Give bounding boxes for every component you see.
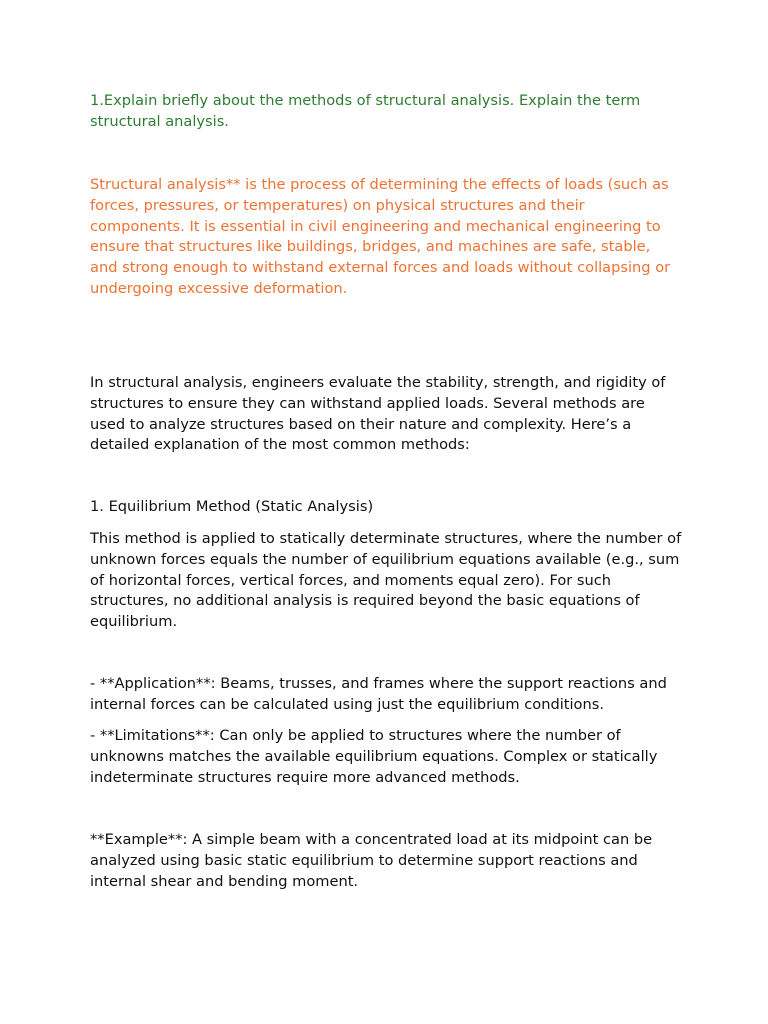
example-paragraph: **Example**: A simple beam with a concentrated load at its midpoint can be analyzed using basic static equilibrium to determine support reactions and internal shear and bending moment. xyxy=(90,831,653,890)
definition-paragraph: Structural analysis** is the process of determining the effects of loads (such as forces, pressures, or temperatures) on physical structures and their components. It is essential in civil engineering and mechanical engineering to ensure that structures like buildings, bridges, and machines are safe, stable, and strong enough to withstand external forces and loads without collapsing or undergoing excessive deformation. xyxy=(90,176,671,297)
intro-paragraph: In structural analysis, engineers evaluate the stability, strength, and rigidity of structures to ensure they can withstand applied loads. Several methods are used to analyze structures based on their nature and complexity. Here’s a detailed explanation of the most common methods: xyxy=(90,374,666,454)
application-item: - **Application**: Beams, trusses, and frames where the support reactions and internal forces can be calculated using just the equilibrium conditions. xyxy=(90,675,667,713)
method-heading: 1. Equilibrium Method (Static Analysis) xyxy=(90,498,374,515)
limitations-item: - **Limitations**: Can only be applied to structures where the number of unknowns matches the available equilibrium equations. Complex or statically indeterminate structures require more advanced methods. xyxy=(90,727,658,786)
method-description: This method is applied to statically determinate structures, where the number of unknown forces equals the number of equilibrium equations available (e.g., sum of horizontal forces, vertical forces, and moments equal zero). For such structures, no additional analysis is required beyond the basic equations of equilibrium. xyxy=(90,530,682,631)
question-heading: 1.Explain briefly about the methods of structural analysis. Explain the term structural analysis. xyxy=(90,92,641,130)
